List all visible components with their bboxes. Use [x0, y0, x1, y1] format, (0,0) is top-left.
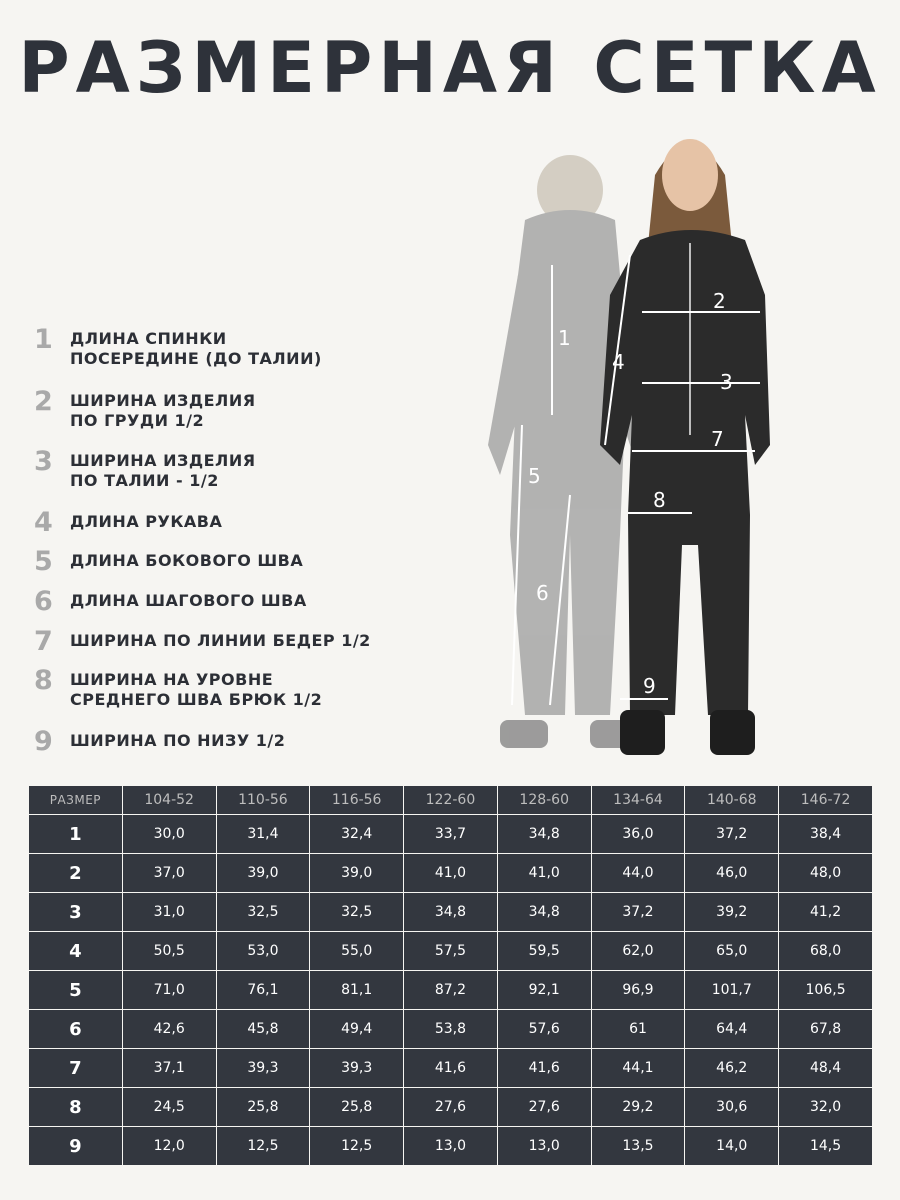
- table-cell: 34,8: [497, 893, 591, 932]
- table-cell: 39,3: [216, 1049, 310, 1088]
- row-label: 9: [29, 1127, 123, 1166]
- jumpsuit-illustration: [470, 115, 800, 775]
- table-cell: 92,1: [497, 971, 591, 1010]
- row-label: 7: [29, 1049, 123, 1088]
- legend-label: ДЛИНА СПИНКИ ПОСЕРЕДИНЕ (ДО ТАЛИИ): [70, 329, 322, 368]
- table-cell: 57,6: [497, 1010, 591, 1049]
- legend-label: ШИРИНА НА УРОВНЕ СРЕДНЕГО ШВА БРЮК 1/2: [70, 670, 323, 709]
- table-cell: 31,0: [122, 893, 216, 932]
- measurement-marker-1: 1: [558, 326, 571, 350]
- measurement-marker-4: 4: [612, 350, 625, 374]
- table-cell: 96,9: [591, 971, 685, 1010]
- size-column-header: РАЗМЕР: [29, 786, 123, 815]
- legend-label: ДЛИНА ШАГОВОГО ШВА: [70, 591, 307, 610]
- table-cell: 33,7: [404, 815, 498, 854]
- table-cell: 71,0: [122, 971, 216, 1010]
- legend-number: 3: [34, 446, 53, 477]
- table-cell: 68,0: [779, 932, 873, 971]
- table-cell: 37,2: [591, 893, 685, 932]
- measurement-marker-7: 7: [711, 427, 724, 451]
- legend-label: ШИРИНА ПО НИЗУ 1/2: [70, 731, 286, 750]
- legend-number: 4: [34, 507, 53, 538]
- measurement-marker-6: 6: [536, 581, 549, 605]
- table-cell: 53,8: [404, 1010, 498, 1049]
- table-cell: 62,0: [591, 932, 685, 971]
- row-label: 6: [29, 1010, 123, 1049]
- size-header: 128-60: [497, 786, 591, 815]
- legend-number: 8: [34, 665, 53, 696]
- legend-item-4: [34, 509, 222, 537]
- table-cell: 53,0: [216, 932, 310, 971]
- legend-item-8: [34, 667, 322, 710]
- model-figure: [470, 115, 800, 775]
- legend-item-7: [34, 628, 371, 656]
- table-cell: 76,1: [216, 971, 310, 1010]
- table-cell: 39,3: [310, 1049, 404, 1088]
- table-cell: 31,4: [216, 815, 310, 854]
- table-cell: 87,2: [404, 971, 498, 1010]
- table-cell: 32,5: [310, 893, 404, 932]
- page-title: РАЗМЕРНАЯ СЕТКА: [18, 27, 882, 109]
- legend-label: ШИРИНА ИЗДЕЛИЯ ПО ТАЛИИ - 1/2: [70, 451, 256, 490]
- row-label: 8: [29, 1088, 123, 1127]
- table-cell: 13,0: [404, 1127, 498, 1166]
- table-cell: 12,5: [216, 1127, 310, 1166]
- table-row: [29, 854, 873, 893]
- table-cell: 46,2: [685, 1049, 779, 1088]
- table-cell: 37,2: [685, 815, 779, 854]
- table-cell: 45,8: [216, 1010, 310, 1049]
- table-cell: 49,4: [310, 1010, 404, 1049]
- table-cell: 32,5: [216, 893, 310, 932]
- legend-item-5: [34, 548, 303, 576]
- table-cell: 25,8: [310, 1088, 404, 1127]
- measurement-marker-9: 9: [643, 674, 656, 698]
- row-label: 3: [29, 893, 123, 932]
- size-header: 122-60: [404, 786, 498, 815]
- table-cell: 29,2: [591, 1088, 685, 1127]
- table-cell: 48,0: [779, 854, 873, 893]
- table-cell: 12,5: [310, 1127, 404, 1166]
- table-cell: 41,6: [497, 1049, 591, 1088]
- table-row: [29, 1088, 873, 1127]
- table-row: [29, 815, 873, 854]
- legend-number: 5: [34, 546, 53, 577]
- legend-number: 2: [34, 386, 53, 417]
- legend-item-6: [34, 588, 307, 616]
- table-cell: 30,0: [122, 815, 216, 854]
- table-cell: 37,1: [122, 1049, 216, 1088]
- size-header: 140-68: [685, 786, 779, 815]
- row-label: 4: [29, 932, 123, 971]
- table-cell: 59,5: [497, 932, 591, 971]
- legend-item-9: [34, 728, 285, 756]
- table-cell: 14,0: [685, 1127, 779, 1166]
- table-cell: 67,8: [779, 1010, 873, 1049]
- table-cell: 25,8: [216, 1088, 310, 1127]
- measurement-marker-8: 8: [653, 488, 666, 512]
- table-row: [29, 1049, 873, 1088]
- table-cell: 13,0: [497, 1127, 591, 1166]
- table-row: [29, 893, 873, 932]
- legend-item-3: [34, 448, 256, 491]
- size-header: 116-56: [310, 786, 404, 815]
- table-cell: 38,4: [779, 815, 873, 854]
- table-cell: 39,0: [216, 854, 310, 893]
- table-cell: 81,1: [310, 971, 404, 1010]
- table-cell: 50,5: [122, 932, 216, 971]
- table-cell: 65,0: [685, 932, 779, 971]
- table-cell: 12,0: [122, 1127, 216, 1166]
- table-cell: 14,5: [779, 1127, 873, 1166]
- table-cell: 32,0: [779, 1088, 873, 1127]
- table-cell: 41,0: [497, 854, 591, 893]
- measurement-marker-2: 2: [713, 289, 726, 313]
- table-cell: 44,1: [591, 1049, 685, 1088]
- table-cell: 55,0: [310, 932, 404, 971]
- table-cell: 64,4: [685, 1010, 779, 1049]
- table-cell: 42,6: [122, 1010, 216, 1049]
- row-label: 2: [29, 854, 123, 893]
- table-cell: 61: [591, 1010, 685, 1049]
- table-cell: 46,0: [685, 854, 779, 893]
- table-cell: 41,0: [404, 854, 498, 893]
- legend-label: ШИРИНА ИЗДЕЛИЯ ПО ГРУДИ 1/2: [70, 391, 256, 430]
- legend-label: ДЛИНА РУКАВА: [70, 512, 223, 531]
- table-cell: 57,5: [404, 932, 498, 971]
- legend-number: 7: [34, 626, 53, 657]
- table-row: [29, 1010, 873, 1049]
- table-cell: 13,5: [591, 1127, 685, 1166]
- legend-item-1: [34, 326, 322, 369]
- legend-number: 1: [34, 324, 53, 355]
- table-cell: 48,4: [779, 1049, 873, 1088]
- table-cell: 39,2: [685, 893, 779, 932]
- size-table: [28, 785, 873, 1166]
- table-row: [29, 1127, 873, 1166]
- table-cell: 32,4: [310, 815, 404, 854]
- row-label: 5: [29, 971, 123, 1010]
- measurement-marker-3: 3: [720, 370, 733, 394]
- size-header: 104-52: [122, 786, 216, 815]
- row-label: 1: [29, 815, 123, 854]
- size-header: 134-64: [591, 786, 685, 815]
- table-cell: 27,6: [404, 1088, 498, 1127]
- legend-label: ДЛИНА БОКОВОГО ШВА: [70, 551, 304, 570]
- table-cell: 34,8: [497, 815, 591, 854]
- table-cell: 24,5: [122, 1088, 216, 1127]
- table-cell: 39,0: [310, 854, 404, 893]
- legend-item-2: [34, 388, 256, 431]
- size-header: 110-56: [216, 786, 310, 815]
- legend-number: 9: [34, 726, 53, 757]
- table-cell: 27,6: [497, 1088, 591, 1127]
- legend-number: 6: [34, 586, 53, 617]
- size-table-header: [29, 786, 873, 815]
- table-cell: 37,0: [122, 854, 216, 893]
- table-row: [29, 932, 873, 971]
- size-header: 146-72: [779, 786, 873, 815]
- table-cell: 36,0: [591, 815, 685, 854]
- table-cell: 41,2: [779, 893, 873, 932]
- table-cell: 44,0: [591, 854, 685, 893]
- table-cell: 41,6: [404, 1049, 498, 1088]
- table-cell: 106,5: [779, 971, 873, 1010]
- table-cell: 101,7: [685, 971, 779, 1010]
- table-cell: 34,8: [404, 893, 498, 932]
- table-row: [29, 971, 873, 1010]
- back-view-figure: [488, 155, 648, 748]
- legend-label: ШИРИНА ПО ЛИНИИ БЕДЕР 1/2: [70, 631, 371, 650]
- table-cell: 30,6: [685, 1088, 779, 1127]
- measurement-marker-5: 5: [528, 464, 541, 488]
- front-view-figure: [600, 139, 770, 755]
